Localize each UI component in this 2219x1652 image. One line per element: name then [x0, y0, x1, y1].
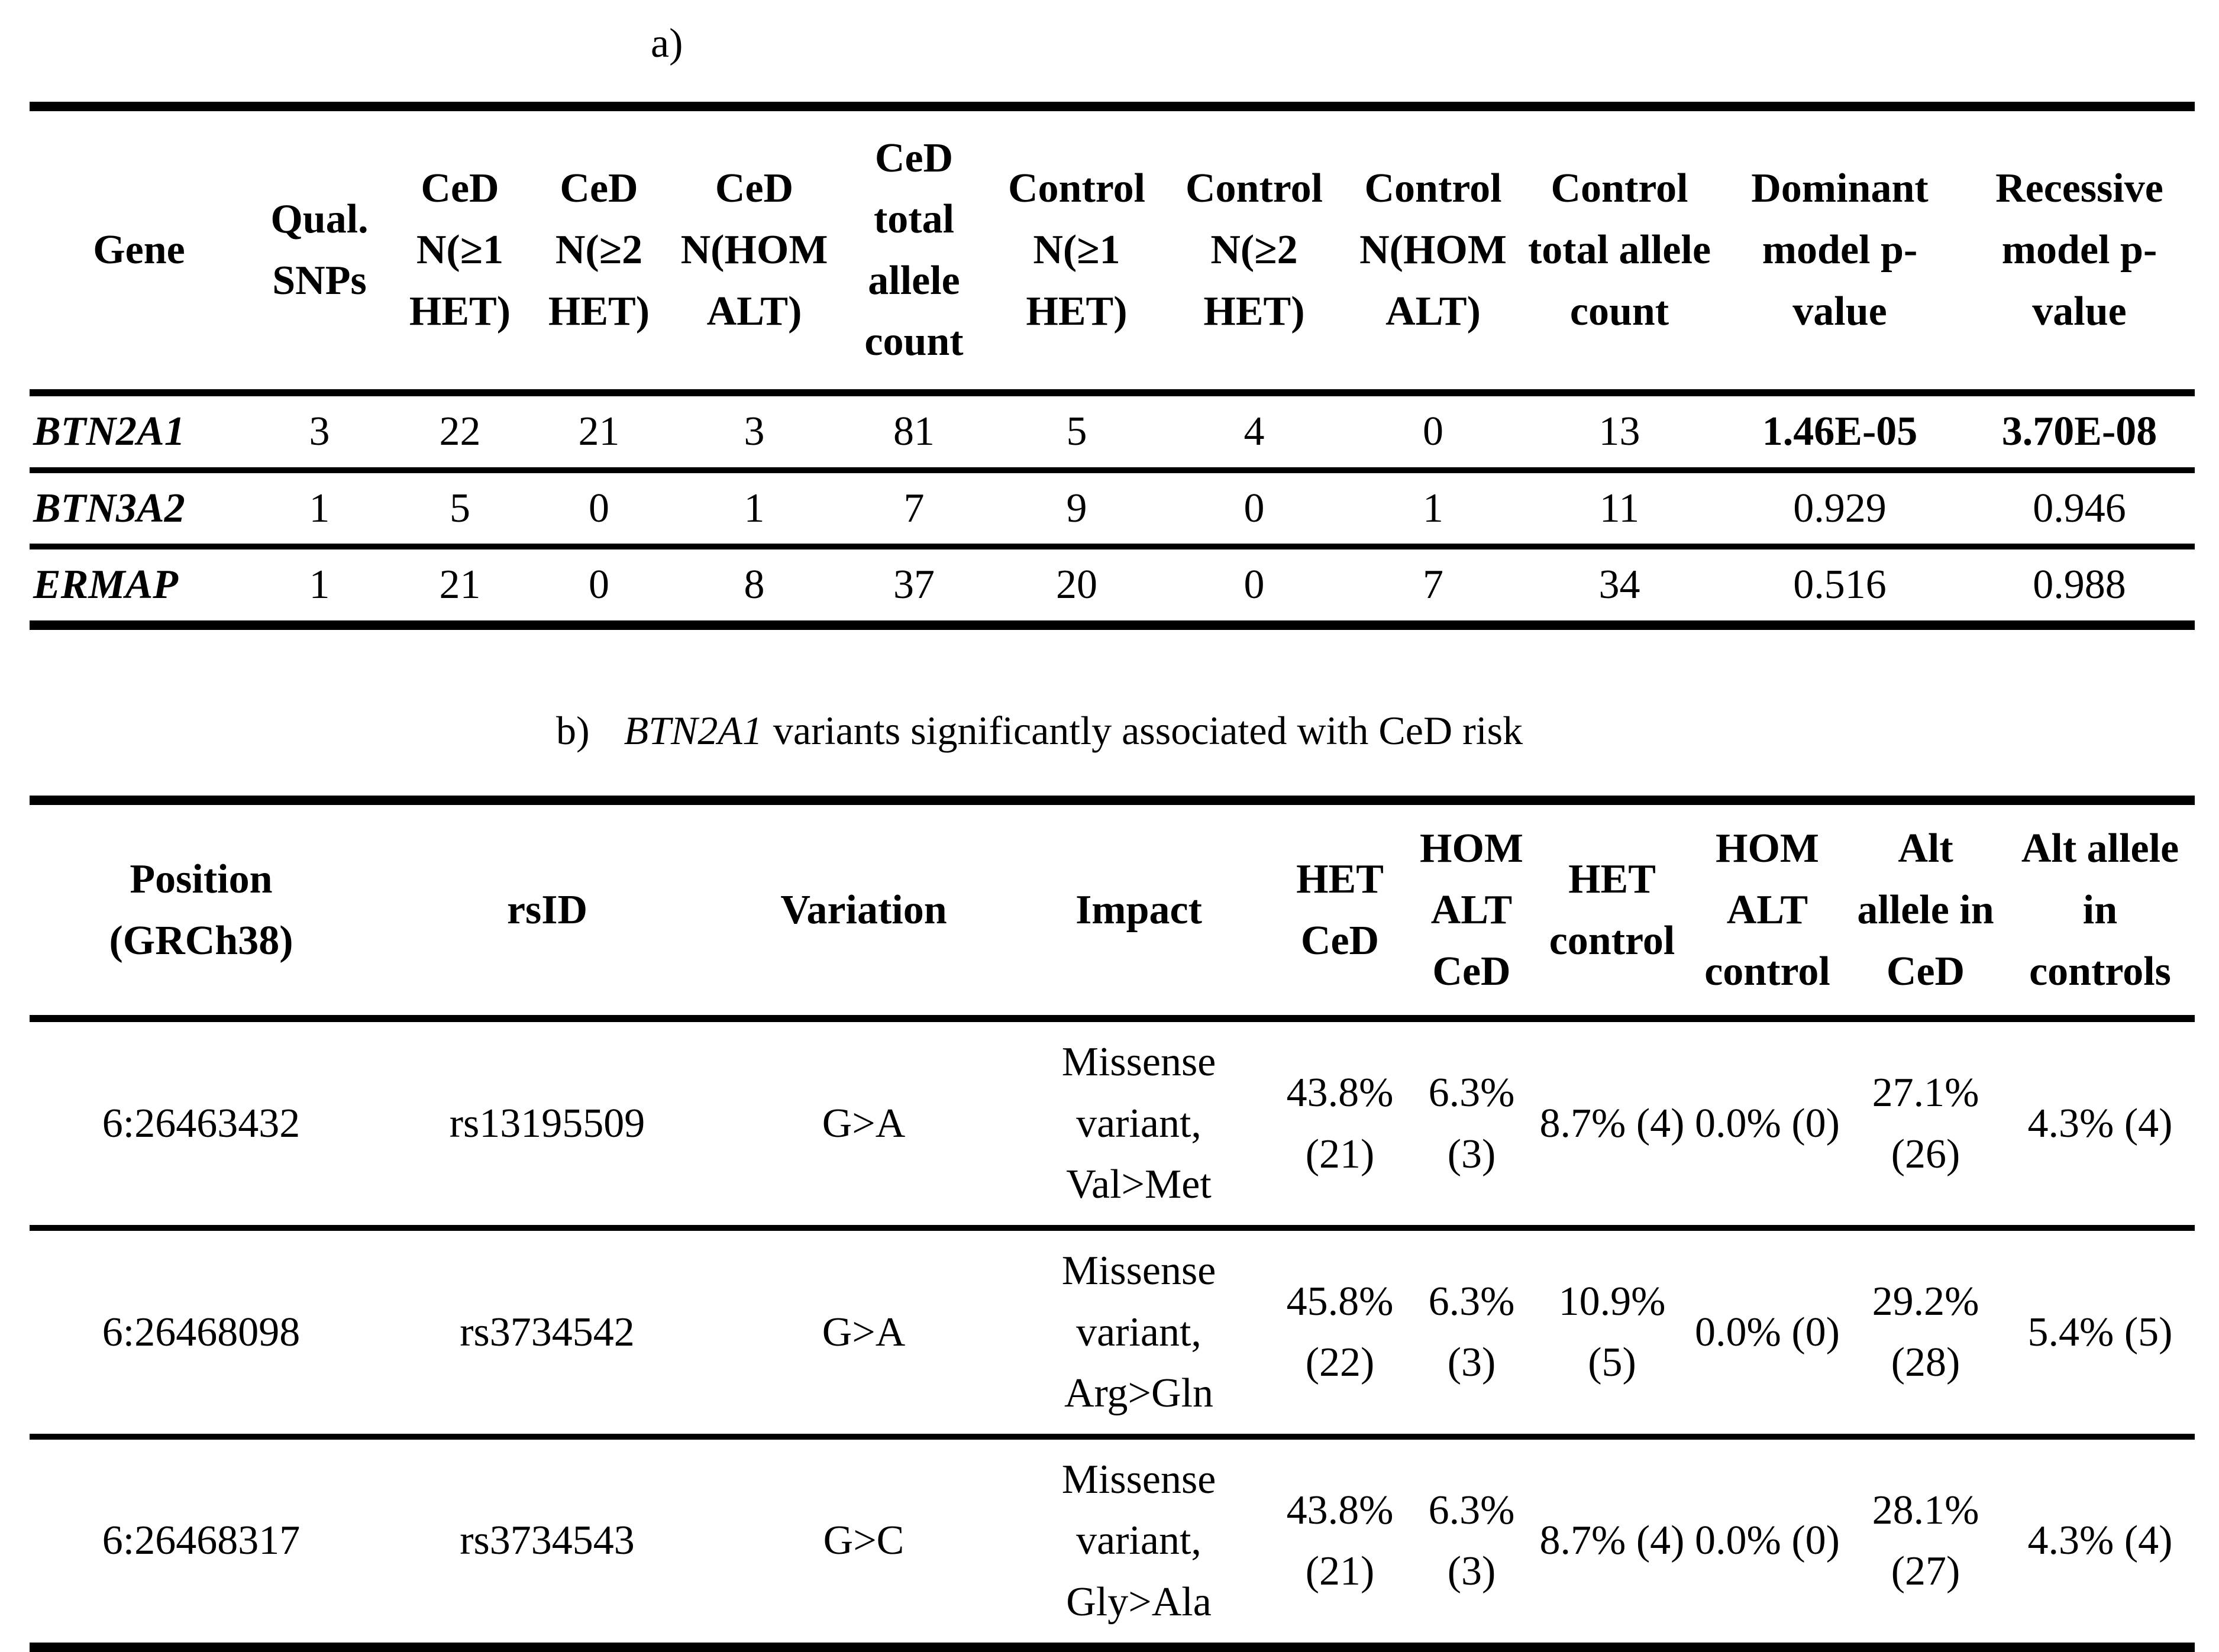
- table-row: [30, 1437, 2195, 1647]
- section-b-caption: [556, 701, 2219, 761]
- variation-cell: G>A: [822, 1100, 906, 1146]
- variants-table: [30, 796, 2195, 1651]
- impact-cell: Missense variant, Val>Met: [1061, 1039, 1216, 1208]
- column-header-ced-nhomalt: CeD N(HOM ALT): [668, 106, 840, 393]
- het-control-cell: 8.7% (4): [1539, 1100, 1685, 1146]
- gene-name-cell: ERMAP: [33, 562, 179, 608]
- column-header-ced-n2het: CeD N(≥2 HET): [529, 106, 668, 393]
- column-header-homalt-ced: HOM ALT CeD: [1408, 800, 1535, 1019]
- alt-allele-ced-cell: 27.1% (26): [1872, 1069, 1979, 1177]
- position-cell: 6:26468317: [102, 1518, 301, 1564]
- position-cell: 6:26468098: [102, 1309, 301, 1355]
- caption-text: variants significantly associated with CeD risk: [773, 707, 1523, 753]
- homalt-control-cell: 0.0% (0): [1695, 1518, 1840, 1564]
- column-header-dominant-p: Dominant model p-value: [1716, 106, 1964, 393]
- homalt-ced-cell: 6.3% (3): [1428, 1487, 1515, 1595]
- table-a-header-row: [30, 106, 2195, 393]
- column-header-alt-allele-controls: Alt allele in controls: [2005, 800, 2195, 1019]
- impact-cell: Missense variant, Arg>Gln: [1061, 1247, 1216, 1417]
- column-header-variation: Variation: [722, 800, 1006, 1019]
- rsid-cell: rs13195509: [449, 1100, 645, 1146]
- table-cell: 1: [309, 562, 330, 608]
- table-cell: 34: [1598, 562, 1640, 608]
- column-header-ced-total-allele: CeD total allele count: [840, 106, 988, 393]
- homalt-control-cell: 0.0% (0): [1695, 1309, 1840, 1355]
- rsid-cell: rs3734542: [460, 1309, 635, 1355]
- column-header-alt-allele-ced: Alt allele in CeD: [1846, 800, 2005, 1019]
- table-row: [30, 1228, 2195, 1437]
- homalt-control-cell: 0.0% (0): [1695, 1100, 1840, 1146]
- column-header-impact: Impact: [1006, 800, 1272, 1019]
- table-cell: 21: [439, 562, 481, 608]
- variation-cell: G>C: [823, 1518, 905, 1564]
- table-cell: 1: [744, 485, 765, 531]
- column-header-het-control: HET control: [1535, 800, 1689, 1019]
- table-cell: 0: [1243, 562, 1265, 608]
- variation-cell: G>A: [822, 1309, 906, 1355]
- het-ced-cell: 43.8% (21): [1286, 1069, 1394, 1177]
- table-row: [30, 470, 2195, 547]
- table-cell: 9: [1066, 485, 1087, 531]
- table-cell: 1: [309, 485, 330, 531]
- homalt-ced-cell: 6.3% (3): [1428, 1278, 1515, 1386]
- recessive-p-cell: 0.946: [2033, 485, 2126, 531]
- table-cell: 0: [1423, 408, 1443, 454]
- dominant-p-cell: 0.516: [1793, 562, 1887, 608]
- alt-allele-ced-cell: 28.1% (27): [1872, 1487, 1979, 1595]
- section-b-label: b): [556, 707, 590, 753]
- alt-allele-ced-cell: 29.2% (28): [1872, 1278, 1979, 1386]
- gene-name-cell: BTN2A1: [33, 408, 185, 454]
- het-ced-cell: 43.8% (21): [1286, 1487, 1394, 1595]
- table-cell: 0: [1243, 485, 1265, 531]
- table-row: [30, 393, 2195, 470]
- table-cell: 5: [450, 485, 470, 531]
- table-row: [30, 1019, 2195, 1228]
- het-control-cell: 10.9% (5): [1558, 1278, 1666, 1386]
- dominant-p-cell: 1.46E-05: [1762, 408, 1918, 454]
- table-cell: 5: [1066, 408, 1087, 454]
- table-cell: 37: [893, 562, 935, 608]
- table-row: [30, 547, 2195, 625]
- column-header-recessive-p: Recessive model p-value: [1964, 106, 2195, 393]
- alt-allele-controls-cell: 4.3% (4): [2027, 1518, 2173, 1564]
- gene-burden-summary-table: [30, 102, 2195, 630]
- table-cell: 22: [439, 408, 481, 454]
- table-cell: 13: [1598, 408, 1640, 454]
- table-cell: 3: [309, 408, 330, 454]
- table-cell: 20: [1056, 562, 1097, 608]
- position-cell: 6:26463432: [102, 1100, 301, 1146]
- het-ced-cell: 45.8% (22): [1286, 1278, 1394, 1386]
- column-header-control-n2het: Control N(≥2 HET): [1165, 106, 1343, 393]
- column-header-homalt-control: HOM ALT control: [1689, 800, 1846, 1019]
- table-cell: 1: [1423, 485, 1443, 531]
- homalt-ced-cell: 6.3% (3): [1428, 1069, 1515, 1177]
- recessive-p-cell: 3.70E-08: [2001, 408, 2157, 454]
- column-header-rsid: rsID: [373, 800, 722, 1019]
- gene-name-cell: BTN3A2: [33, 485, 185, 531]
- table-cell: 7: [903, 485, 925, 531]
- column-header-qual-snps: Qual. SNPs: [248, 106, 390, 393]
- column-header-het-ced: HET CeD: [1272, 800, 1408, 1019]
- section-a-label: a): [651, 21, 683, 66]
- column-header-gene: Gene: [30, 106, 248, 393]
- table-b-header-row: [30, 800, 2195, 1019]
- table-cell: 0: [589, 562, 609, 608]
- table-cell: 7: [1423, 562, 1443, 608]
- column-header-ced-n1het: CeD N(≥1 HET): [390, 106, 529, 393]
- table-cell: 8: [744, 562, 765, 608]
- table-cell: 11: [1599, 485, 1640, 531]
- table-cell: 4: [1243, 408, 1265, 454]
- table-cell: 0: [589, 485, 609, 531]
- column-header-control-n1het: Control N(≥1 HET): [988, 106, 1165, 393]
- column-header-control-total-allele: Control total allele count: [1523, 106, 1716, 393]
- table-cell: 3: [744, 408, 765, 454]
- table-cell: 81: [893, 408, 935, 454]
- alt-allele-controls-cell: 4.3% (4): [2027, 1100, 2173, 1146]
- alt-allele-controls-cell: 5.4% (5): [2027, 1309, 2173, 1355]
- impact-cell: Missense variant, Gly>Ala: [1061, 1456, 1216, 1625]
- dominant-p-cell: 0.929: [1793, 485, 1887, 531]
- table-cell: 21: [578, 408, 620, 454]
- het-control-cell: 8.7% (4): [1539, 1518, 1685, 1564]
- column-header-position: Position (GRCh38): [30, 800, 373, 1019]
- column-header-control-nhomalt: Control N(HOM ALT): [1343, 106, 1523, 393]
- recessive-p-cell: 0.988: [2033, 562, 2126, 608]
- caption-gene-name: BTN2A1: [624, 707, 763, 753]
- rsid-cell: rs3734543: [460, 1518, 635, 1564]
